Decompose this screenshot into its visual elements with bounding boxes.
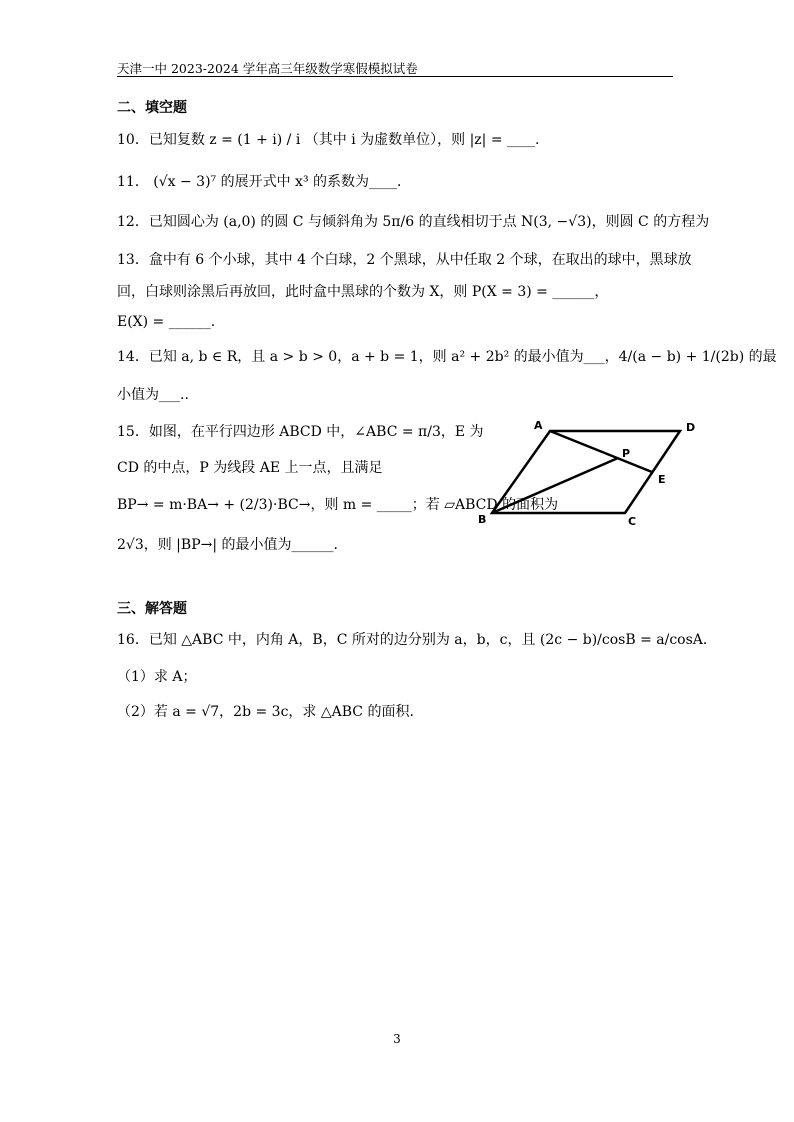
question-15-line-3: BP→ = m·BA→ + (2/3)·BC→，则 m = _____；若 ▱ABCD 的面积为 [117, 497, 559, 513]
section-fill-in-title: 二、填空题 [117, 100, 187, 116]
label-e: E [658, 473, 666, 486]
question-14-line-1: 14．已知 a, b ∈ R，且 a > b > 0，a + b = 1，则 a² + 2b² 的最小值为___，4/(a − b) + 1/(2b) 的最 [117, 349, 777, 365]
label-b: B [478, 513, 487, 526]
page-header: 天津一中 2023-2024 学年高三年级数学寒假模拟试卷 [117, 61, 418, 76]
question-16-line-1: 16．已知 △ABC 中，内角 A，B，C 所对的边分别为 a，b，c，且 (2c − b)/cosB = a/cosA． [117, 632, 717, 648]
question-13-line-2: 回，白球则涂黑后再放回，此时盒中黑球的个数为 X，则 P(X = 3) = ______， [117, 284, 609, 300]
question-12: 12．已知圆心为 (a,0) 的圆 C 与倾斜角为 5π/6 的直线相切于点 N(3, −√3)，则圆 C 的方程为 [117, 214, 710, 230]
question-10: 10．已知复数 z = (1 + i) / i （其中 i 为虚数单位），则 |z| = ____. [117, 132, 540, 148]
question-14-line-2: 小值为___.. [117, 387, 189, 403]
question-15-line-2: CD 的中点，P 为线段 AE 上一点，且满足 [117, 460, 383, 476]
question-15-line-4: 2√3，则 |BP→| 的最小值为______. [117, 537, 338, 553]
section-answer-title: 三、解答题 [117, 601, 187, 617]
question-11: 11． (√x − 3)⁷ 的展开式中 x³ 的系数为____． [117, 174, 412, 190]
question-16-part-1: （1）求 A； [117, 669, 197, 685]
label-d: D [686, 421, 696, 434]
question-16-part-2: （2）若 a = √7，2b = 3c，求 △ABC 的面积. [117, 704, 414, 720]
question-13-line-3: E(X) = ______. [117, 314, 216, 330]
header-rule [117, 76, 673, 77]
question-15-line-1: 15．如图，在平行四边形 ABCD 中，∠ABC = π/3，E 为 [117, 424, 484, 440]
page-number: 3 [393, 1032, 401, 1046]
label-p: P [622, 447, 631, 460]
label-c: C [628, 515, 637, 528]
label-a: A [534, 419, 543, 432]
question-13-line-1: 13．盒中有 6 个小球，其中 4 个白球，2 个黑球，从中任取 2 个球，在取出的球中，黑球放 [117, 252, 692, 268]
parallelogram-figure [470, 415, 710, 535]
